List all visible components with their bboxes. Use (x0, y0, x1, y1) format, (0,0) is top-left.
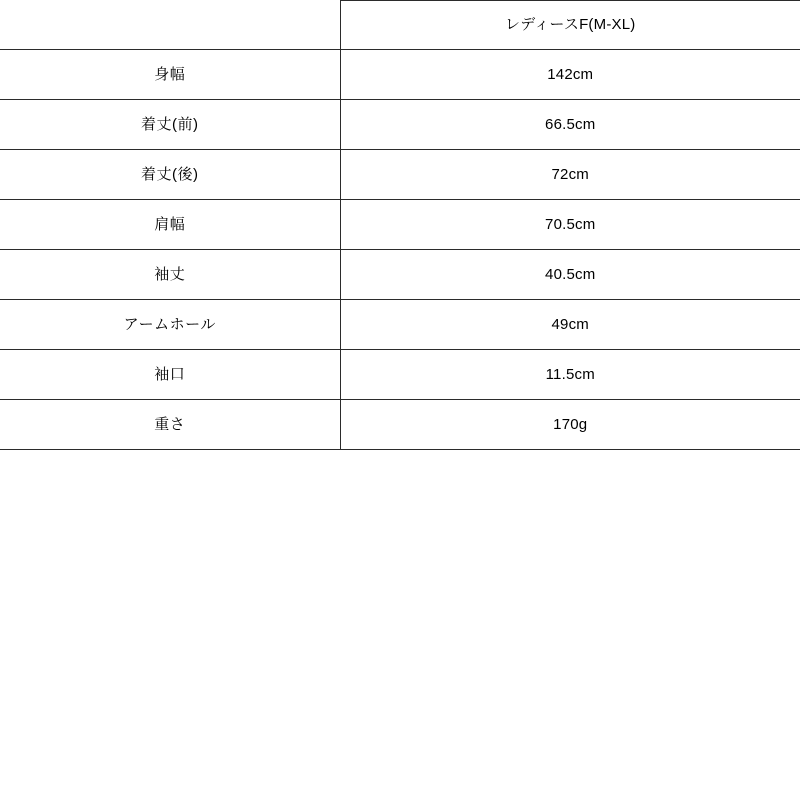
row-label: 肩幅 (0, 200, 340, 250)
row-label: 重さ (0, 400, 340, 450)
row-value: 11.5cm (340, 350, 800, 400)
row-value: 142cm (340, 50, 800, 100)
header-label-column (0, 1, 340, 50)
row-label: 袖口 (0, 350, 340, 400)
table-header-row (0, 1, 800, 50)
row-label: 着丈(前) (0, 100, 340, 150)
row-value: 70.5cm (340, 200, 800, 250)
row-value: 66.5cm (340, 100, 800, 150)
row-label: 着丈(後) (0, 150, 340, 200)
row-label: アームホール (0, 300, 340, 350)
row-label: 袖丈 (0, 250, 340, 300)
row-label: 身幅 (0, 50, 340, 100)
table-row (0, 200, 800, 250)
row-value: 170g (340, 400, 800, 450)
row-value: 49cm (340, 300, 800, 350)
blank-area (0, 450, 800, 807)
table-row (0, 300, 800, 350)
row-value: 72cm (340, 150, 800, 200)
table-row (0, 50, 800, 100)
header-size-column: レディースF(M-XL) (340, 1, 800, 50)
table-row (0, 100, 800, 150)
table-row (0, 350, 800, 400)
table-row (0, 250, 800, 300)
table-row (0, 400, 800, 450)
table-row (0, 150, 800, 200)
row-value: 40.5cm (340, 250, 800, 300)
